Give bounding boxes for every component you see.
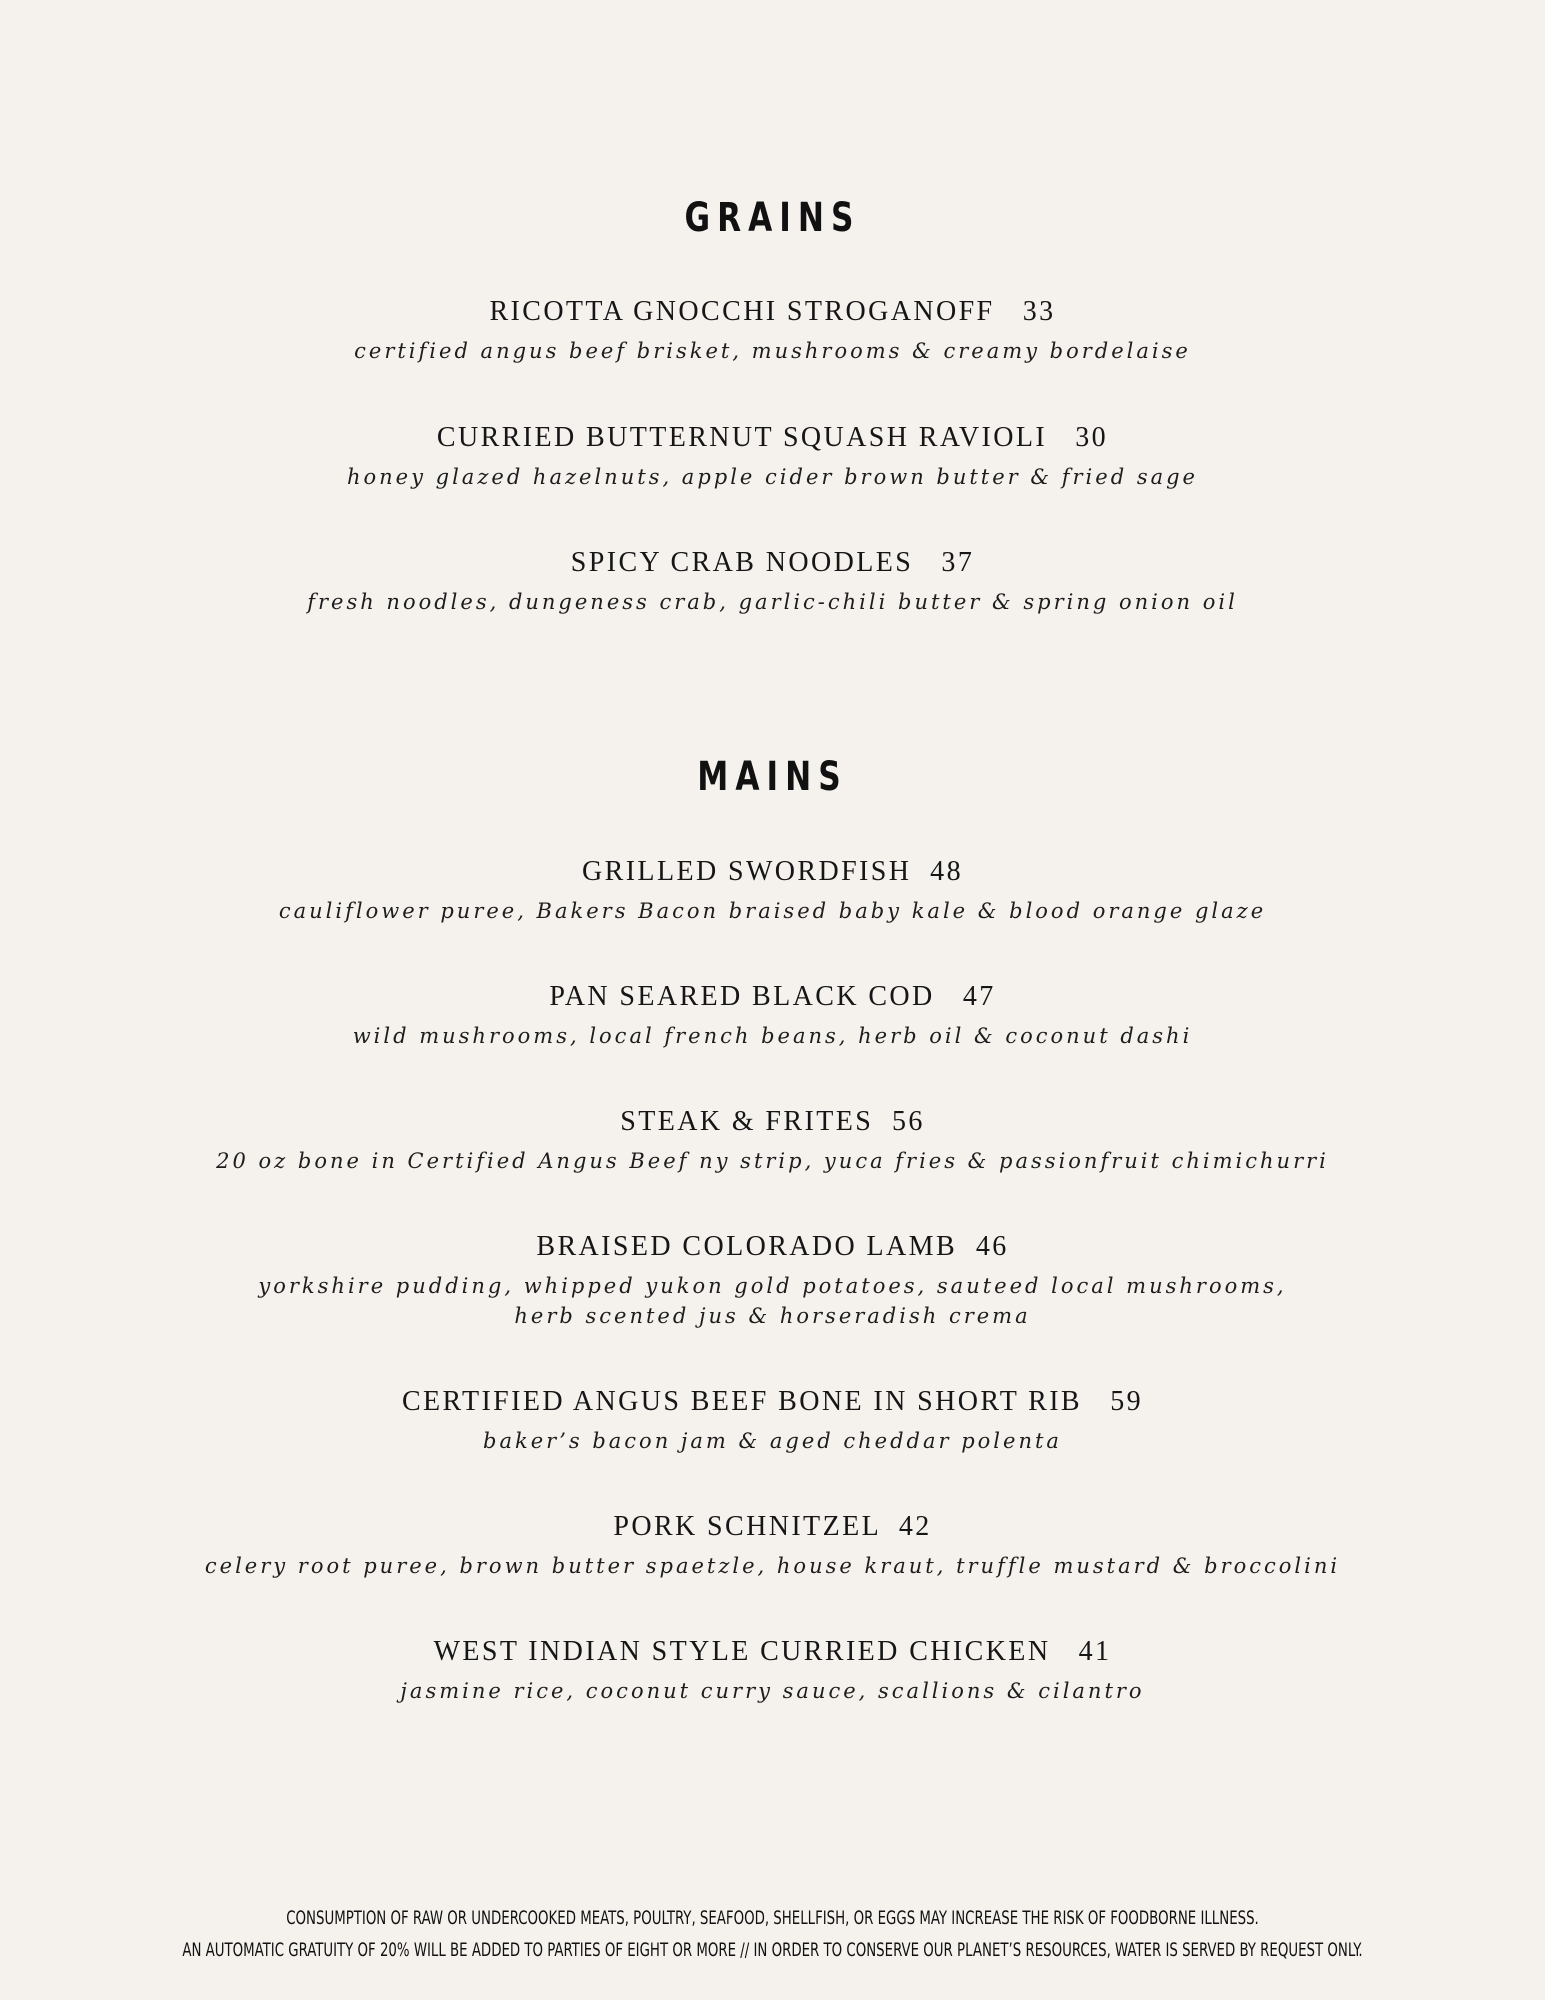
menu-item-name: CURRIED BUTTERNUT SQUASH RAVIOLI 30 bbox=[436, 422, 1109, 453]
menu-item bbox=[0, 858, 1545, 926]
menu-item-name: CERTIFIED ANGUS BEEF BONE IN SHORT RIB 59 bbox=[401, 1386, 1144, 1417]
grains-section-header bbox=[0, 195, 1545, 241]
menu-item-description: yorkshire pudding, whipped yukon gold potatoes, sauteed local mushrooms, herb scented jus & horseradish crema bbox=[258, 1274, 1287, 1328]
menu-item-description: jasmine rice, coconut curry sauce, scallions & cilantro bbox=[400, 1679, 1145, 1703]
menu-item-name: WEST INDIAN STYLE CURRIED CHICKEN 41 bbox=[433, 1636, 1112, 1667]
menu-item-description: baker’s bacon jam & aged cheddar polenta bbox=[483, 1429, 1062, 1453]
menu-item bbox=[0, 298, 1545, 366]
menu-item-name: BRAISED COLORADO LAMB 46 bbox=[536, 1231, 1009, 1262]
menu-item-description: honey glazed hazelnuts, apple cider brown butter & fried sage bbox=[346, 465, 1198, 489]
gratuity-notice: AN AUTOMATIC GRATUITY OF 20% WILL BE ADDED TO PARTIES OF EIGHT OR MORE // IN ORDER TO CONSERVE OUR PLANET’S RESOURCES, WATER IS SERVED BY REQUEST ONLY. bbox=[182, 1939, 1363, 1961]
menu-item-description: 20 oz bone in Certified Angus Beef ny strip, yuca fries & passionfruit chimichurri bbox=[216, 1149, 1329, 1173]
mains-title: MAINS bbox=[697, 754, 848, 800]
menu-item-name: STEAK & FRITES 56 bbox=[620, 1106, 925, 1137]
menu-item-name: GRILLED SWORDFISH 48 bbox=[582, 856, 963, 887]
menu-item bbox=[0, 1233, 1545, 1331]
menu-item bbox=[0, 983, 1545, 1051]
menu-item-description: fresh noodles, dungeness crab, garlic-chili butter & spring onion oil bbox=[307, 590, 1238, 614]
menu-item-name: SPICY CRAB NOODLES 37 bbox=[570, 547, 975, 578]
health-disclaimer: CONSUMPTION OF RAW OR UNDERCOOKED MEATS, POULTRY, SEAFOOD, SHELLFISH, OR EGGS MAY INCREASE THE RISK OF FOODBORNE ILLNESS. bbox=[286, 1907, 1259, 1929]
menu-item bbox=[0, 1638, 1545, 1706]
menu-footer bbox=[0, 1902, 1545, 1966]
menu-item bbox=[0, 424, 1545, 492]
menu-item-name: PORK SCHNITZEL 42 bbox=[613, 1511, 932, 1542]
menu-item bbox=[0, 1513, 1545, 1581]
menu-item-description: certified angus beef brisket, mushrooms & creamy bordelaise bbox=[354, 339, 1191, 363]
mains-section-header bbox=[0, 754, 1545, 800]
menu-item-description: celery root puree, brown butter spaetzle, house kraut, truffle mustard & broccolini bbox=[204, 1554, 1341, 1578]
menu-item bbox=[0, 1388, 1545, 1456]
menu-item bbox=[0, 1108, 1545, 1176]
menu-item-description: wild mushrooms, local french beans, herb oil & coconut dashi bbox=[352, 1024, 1193, 1048]
menu-item-description: cauliflower puree, Bakers Bacon braised baby kale & blood orange glaze bbox=[278, 899, 1267, 923]
menu-item bbox=[0, 549, 1545, 617]
menu-item-name: PAN SEARED BLACK COD 47 bbox=[549, 981, 996, 1012]
grains-title: GRAINS bbox=[684, 195, 861, 241]
menu-item-name: RICOTTA GNOCCHI STROGANOFF 33 bbox=[489, 296, 1056, 327]
